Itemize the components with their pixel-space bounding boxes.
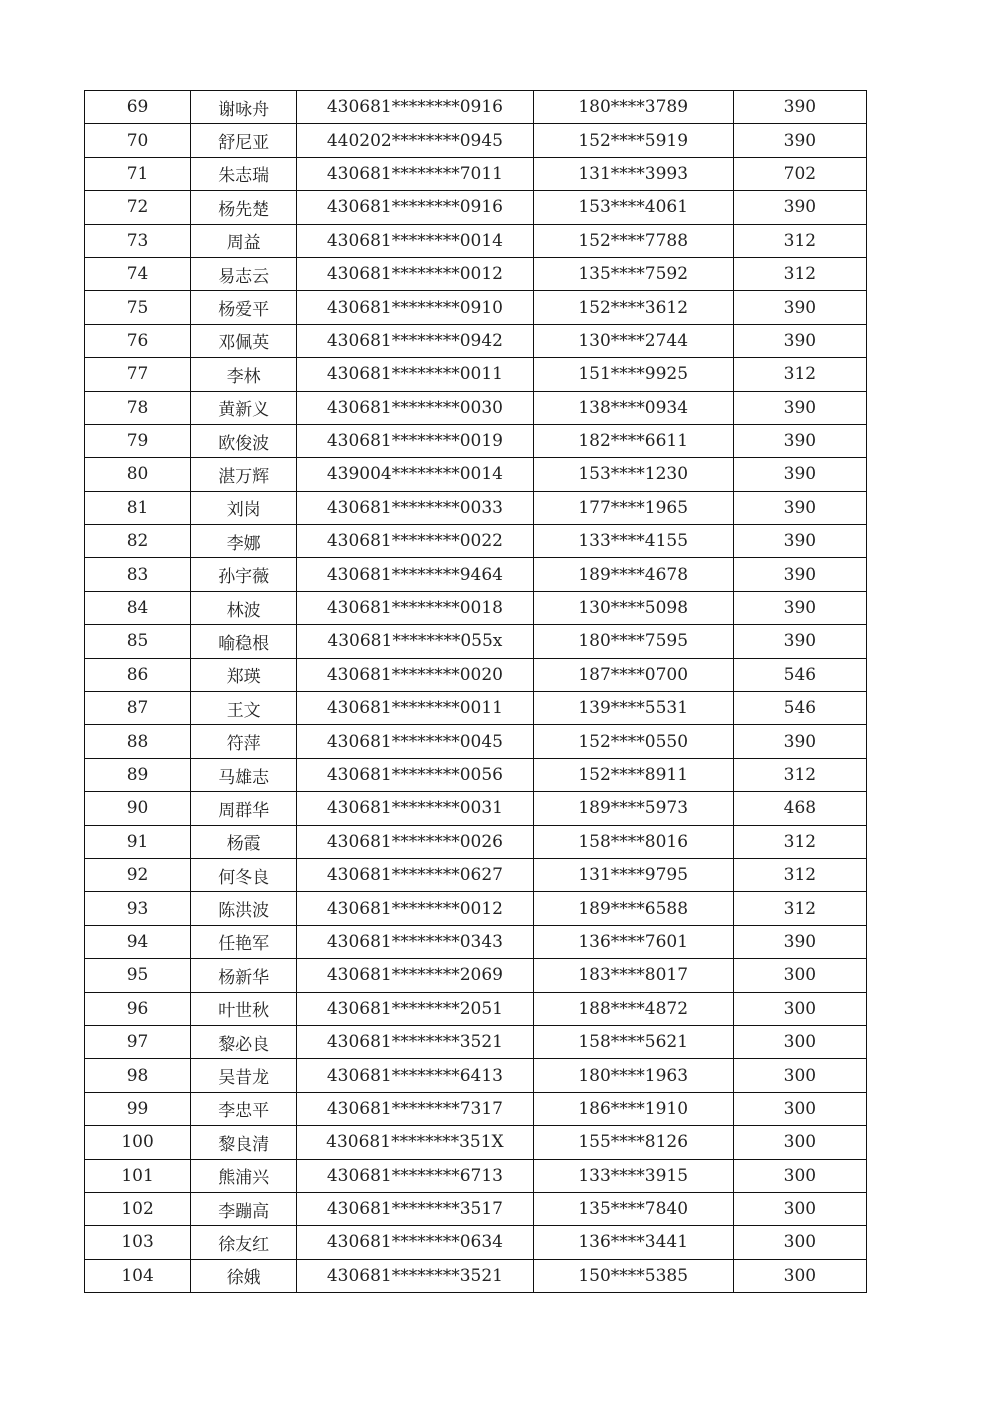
id-number-cell: 430681********0030 xyxy=(297,391,533,424)
row-number-cell: 94 xyxy=(85,925,191,958)
table-row xyxy=(85,1059,867,1092)
amount-cell: 390 xyxy=(733,458,866,491)
row-number-cell: 98 xyxy=(85,1059,191,1092)
name-cell: 刘岗 xyxy=(191,491,297,524)
phone-cell: 135****7840 xyxy=(533,1192,733,1225)
table-row xyxy=(85,424,867,457)
row-number-cell: 90 xyxy=(85,792,191,825)
id-number-cell: 430681********0014 xyxy=(297,224,533,257)
row-number-cell: 103 xyxy=(85,1226,191,1259)
table-row xyxy=(85,1226,867,1259)
id-number-cell: 430681********7317 xyxy=(297,1092,533,1125)
table-row xyxy=(85,558,867,591)
row-number-cell: 70 xyxy=(85,124,191,157)
id-number-cell: 430681********0011 xyxy=(297,358,533,391)
phone-cell: 180****1963 xyxy=(533,1059,733,1092)
name-cell: 郑瑛 xyxy=(191,658,297,691)
id-number-cell: 430681********3517 xyxy=(297,1192,533,1225)
phone-cell: 153****1230 xyxy=(533,458,733,491)
name-cell: 湛万辉 xyxy=(191,458,297,491)
amount-cell: 390 xyxy=(733,491,866,524)
row-number-cell: 81 xyxy=(85,491,191,524)
id-number-cell: 430681********6713 xyxy=(297,1159,533,1192)
row-number-cell: 71 xyxy=(85,157,191,190)
row-number-cell: 78 xyxy=(85,391,191,424)
phone-cell: 131****3993 xyxy=(533,157,733,190)
table-row xyxy=(85,157,867,190)
row-number-cell: 84 xyxy=(85,591,191,624)
amount-cell: 390 xyxy=(733,525,866,558)
row-number-cell: 100 xyxy=(85,1126,191,1159)
table-row xyxy=(85,658,867,691)
id-number-cell: 430681********0018 xyxy=(297,591,533,624)
phone-cell: 152****5919 xyxy=(533,124,733,157)
row-number-cell: 75 xyxy=(85,291,191,324)
phone-cell: 150****5385 xyxy=(533,1259,733,1292)
table-row xyxy=(85,1126,867,1159)
phone-cell: 183****8017 xyxy=(533,959,733,992)
table-row xyxy=(85,692,867,725)
row-number-cell: 74 xyxy=(85,257,191,290)
name-cell: 舒尼亚 xyxy=(191,124,297,157)
amount-cell: 390 xyxy=(733,625,866,658)
phone-cell: 130****2744 xyxy=(533,324,733,357)
name-cell: 杨爱平 xyxy=(191,291,297,324)
name-cell: 李娜 xyxy=(191,525,297,558)
name-cell: 黄新义 xyxy=(191,391,297,424)
name-cell: 徐娥 xyxy=(191,1259,297,1292)
id-number-cell: 430681********0020 xyxy=(297,658,533,691)
row-number-cell: 79 xyxy=(85,424,191,457)
table-row xyxy=(85,1025,867,1058)
table-row xyxy=(85,91,867,124)
table-row xyxy=(85,491,867,524)
row-number-cell: 83 xyxy=(85,558,191,591)
amount-cell: 312 xyxy=(733,758,866,791)
name-cell: 谢咏舟 xyxy=(191,91,297,124)
amount-cell: 300 xyxy=(733,959,866,992)
amount-cell: 300 xyxy=(733,1226,866,1259)
row-number-cell: 89 xyxy=(85,758,191,791)
name-cell: 马雄志 xyxy=(191,758,297,791)
row-number-cell: 96 xyxy=(85,992,191,1025)
name-cell: 欧俊波 xyxy=(191,424,297,457)
name-cell: 杨先楚 xyxy=(191,191,297,224)
name-cell: 林波 xyxy=(191,591,297,624)
row-number-cell: 76 xyxy=(85,324,191,357)
amount-cell: 300 xyxy=(733,1092,866,1125)
id-number-cell: 430681********055x xyxy=(297,625,533,658)
row-number-cell: 93 xyxy=(85,892,191,925)
table-row xyxy=(85,358,867,391)
table-row xyxy=(85,992,867,1025)
id-number-cell: 430681********0916 xyxy=(297,91,533,124)
name-cell: 李忠平 xyxy=(191,1092,297,1125)
id-number-cell: 430681********0022 xyxy=(297,525,533,558)
phone-cell: 189****5973 xyxy=(533,792,733,825)
table-row xyxy=(85,625,867,658)
id-number-cell: 430681********2069 xyxy=(297,959,533,992)
table-row xyxy=(85,191,867,224)
phone-cell: 187****0700 xyxy=(533,658,733,691)
phone-cell: 135****7592 xyxy=(533,257,733,290)
table-row xyxy=(85,124,867,157)
row-number-cell: 102 xyxy=(85,1192,191,1225)
id-number-cell: 430681********0045 xyxy=(297,725,533,758)
amount-cell: 300 xyxy=(733,1259,866,1292)
name-cell: 李林 xyxy=(191,358,297,391)
row-number-cell: 85 xyxy=(85,625,191,658)
id-number-cell: 440202********0945 xyxy=(297,124,533,157)
table-row xyxy=(85,591,867,624)
id-number-cell: 430681********0942 xyxy=(297,324,533,357)
row-number-cell: 91 xyxy=(85,825,191,858)
phone-cell: 136****3441 xyxy=(533,1226,733,1259)
phone-cell: 186****1910 xyxy=(533,1092,733,1125)
id-number-cell: 430681********0033 xyxy=(297,491,533,524)
amount-cell: 468 xyxy=(733,792,866,825)
phone-cell: 133****3915 xyxy=(533,1159,733,1192)
id-number-cell: 430681********0916 xyxy=(297,191,533,224)
row-number-cell: 73 xyxy=(85,224,191,257)
row-number-cell: 99 xyxy=(85,1092,191,1125)
phone-cell: 188****4872 xyxy=(533,992,733,1025)
phone-cell: 189****4678 xyxy=(533,558,733,591)
table-row xyxy=(85,257,867,290)
table-row xyxy=(85,925,867,958)
amount-cell: 312 xyxy=(733,257,866,290)
id-number-cell: 430681********3521 xyxy=(297,1025,533,1058)
name-cell: 徐友红 xyxy=(191,1226,297,1259)
table-row xyxy=(85,892,867,925)
subsidy-roster-table xyxy=(84,90,867,1293)
name-cell: 周群华 xyxy=(191,792,297,825)
table-body xyxy=(85,91,867,1293)
table-row xyxy=(85,291,867,324)
id-number-cell: 430681********0031 xyxy=(297,792,533,825)
table-row xyxy=(85,825,867,858)
id-number-cell: 430681********2051 xyxy=(297,992,533,1025)
amount-cell: 300 xyxy=(733,1159,866,1192)
row-number-cell: 92 xyxy=(85,858,191,891)
id-number-cell: 430681********0343 xyxy=(297,925,533,958)
id-number-cell: 430681********0012 xyxy=(297,892,533,925)
phone-cell: 133****4155 xyxy=(533,525,733,558)
phone-cell: 152****8911 xyxy=(533,758,733,791)
row-number-cell: 72 xyxy=(85,191,191,224)
name-cell: 吴昔龙 xyxy=(191,1059,297,1092)
amount-cell: 390 xyxy=(733,558,866,591)
name-cell: 喻稳根 xyxy=(191,625,297,658)
row-number-cell: 82 xyxy=(85,525,191,558)
phone-cell: 182****6611 xyxy=(533,424,733,457)
phone-cell: 152****7788 xyxy=(533,224,733,257)
table-row xyxy=(85,391,867,424)
amount-cell: 300 xyxy=(733,992,866,1025)
name-cell: 孙宇薇 xyxy=(191,558,297,591)
phone-cell: 130****5098 xyxy=(533,591,733,624)
amount-cell: 390 xyxy=(733,324,866,357)
row-number-cell: 86 xyxy=(85,658,191,691)
row-number-cell: 69 xyxy=(85,91,191,124)
id-number-cell: 430681********0056 xyxy=(297,758,533,791)
amount-cell: 702 xyxy=(733,157,866,190)
amount-cell: 312 xyxy=(733,825,866,858)
amount-cell: 390 xyxy=(733,424,866,457)
id-number-cell: 430681********3521 xyxy=(297,1259,533,1292)
phone-cell: 131****9795 xyxy=(533,858,733,891)
name-cell: 杨霞 xyxy=(191,825,297,858)
phone-cell: 177****1965 xyxy=(533,491,733,524)
phone-cell: 152****0550 xyxy=(533,725,733,758)
phone-cell: 180****7595 xyxy=(533,625,733,658)
id-number-cell: 430681********0011 xyxy=(297,692,533,725)
amount-cell: 390 xyxy=(733,124,866,157)
table-row xyxy=(85,792,867,825)
table-row xyxy=(85,1259,867,1292)
amount-cell: 300 xyxy=(733,1025,866,1058)
row-number-cell: 80 xyxy=(85,458,191,491)
phone-cell: 139****5531 xyxy=(533,692,733,725)
id-number-cell: 430681********351X xyxy=(297,1126,533,1159)
table-row xyxy=(85,725,867,758)
name-cell: 李蹦高 xyxy=(191,1192,297,1225)
amount-cell: 312 xyxy=(733,892,866,925)
row-number-cell: 95 xyxy=(85,959,191,992)
table-row xyxy=(85,324,867,357)
table-row xyxy=(85,959,867,992)
amount-cell: 312 xyxy=(733,224,866,257)
name-cell: 周益 xyxy=(191,224,297,257)
table-row xyxy=(85,525,867,558)
table-row xyxy=(85,858,867,891)
phone-cell: 151****9925 xyxy=(533,358,733,391)
id-number-cell: 439004********0014 xyxy=(297,458,533,491)
id-number-cell: 430681********0019 xyxy=(297,424,533,457)
amount-cell: 312 xyxy=(733,858,866,891)
phone-cell: 153****4061 xyxy=(533,191,733,224)
name-cell: 邓佩英 xyxy=(191,324,297,357)
id-number-cell: 430681********0012 xyxy=(297,257,533,290)
phone-cell: 158****5621 xyxy=(533,1025,733,1058)
amount-cell: 390 xyxy=(733,91,866,124)
table-row xyxy=(85,758,867,791)
amount-cell: 390 xyxy=(733,291,866,324)
row-number-cell: 101 xyxy=(85,1159,191,1192)
name-cell: 易志云 xyxy=(191,257,297,290)
phone-cell: 136****7601 xyxy=(533,925,733,958)
row-number-cell: 104 xyxy=(85,1259,191,1292)
table-row xyxy=(85,224,867,257)
id-number-cell: 430681********0026 xyxy=(297,825,533,858)
row-number-cell: 88 xyxy=(85,725,191,758)
phone-cell: 189****6588 xyxy=(533,892,733,925)
name-cell: 陈洪波 xyxy=(191,892,297,925)
amount-cell: 312 xyxy=(733,358,866,391)
id-number-cell: 430681********9464 xyxy=(297,558,533,591)
table-row xyxy=(85,458,867,491)
name-cell: 杨新华 xyxy=(191,959,297,992)
amount-cell: 300 xyxy=(733,1126,866,1159)
row-number-cell: 87 xyxy=(85,692,191,725)
table-row xyxy=(85,1192,867,1225)
name-cell: 朱志瑞 xyxy=(191,157,297,190)
row-number-cell: 77 xyxy=(85,358,191,391)
name-cell: 叶世秋 xyxy=(191,992,297,1025)
amount-cell: 390 xyxy=(733,391,866,424)
name-cell: 何冬良 xyxy=(191,858,297,891)
name-cell: 王文 xyxy=(191,692,297,725)
id-number-cell: 430681********0910 xyxy=(297,291,533,324)
amount-cell: 546 xyxy=(733,692,866,725)
id-number-cell: 430681********0634 xyxy=(297,1226,533,1259)
amount-cell: 390 xyxy=(733,591,866,624)
amount-cell: 390 xyxy=(733,191,866,224)
table-row xyxy=(85,1159,867,1192)
name-cell: 黎良清 xyxy=(191,1126,297,1159)
phone-cell: 180****3789 xyxy=(533,91,733,124)
phone-cell: 152****3612 xyxy=(533,291,733,324)
row-number-cell: 97 xyxy=(85,1025,191,1058)
phone-cell: 138****0934 xyxy=(533,391,733,424)
id-number-cell: 430681********7011 xyxy=(297,157,533,190)
amount-cell: 300 xyxy=(733,1192,866,1225)
amount-cell: 390 xyxy=(733,725,866,758)
amount-cell: 546 xyxy=(733,658,866,691)
table-row xyxy=(85,1092,867,1125)
id-number-cell: 430681********0627 xyxy=(297,858,533,891)
phone-cell: 158****8016 xyxy=(533,825,733,858)
name-cell: 符萍 xyxy=(191,725,297,758)
name-cell: 黎必良 xyxy=(191,1025,297,1058)
name-cell: 熊浦兴 xyxy=(191,1159,297,1192)
amount-cell: 390 xyxy=(733,925,866,958)
name-cell: 任艳军 xyxy=(191,925,297,958)
phone-cell: 155****8126 xyxy=(533,1126,733,1159)
id-number-cell: 430681********6413 xyxy=(297,1059,533,1092)
amount-cell: 300 xyxy=(733,1059,866,1092)
